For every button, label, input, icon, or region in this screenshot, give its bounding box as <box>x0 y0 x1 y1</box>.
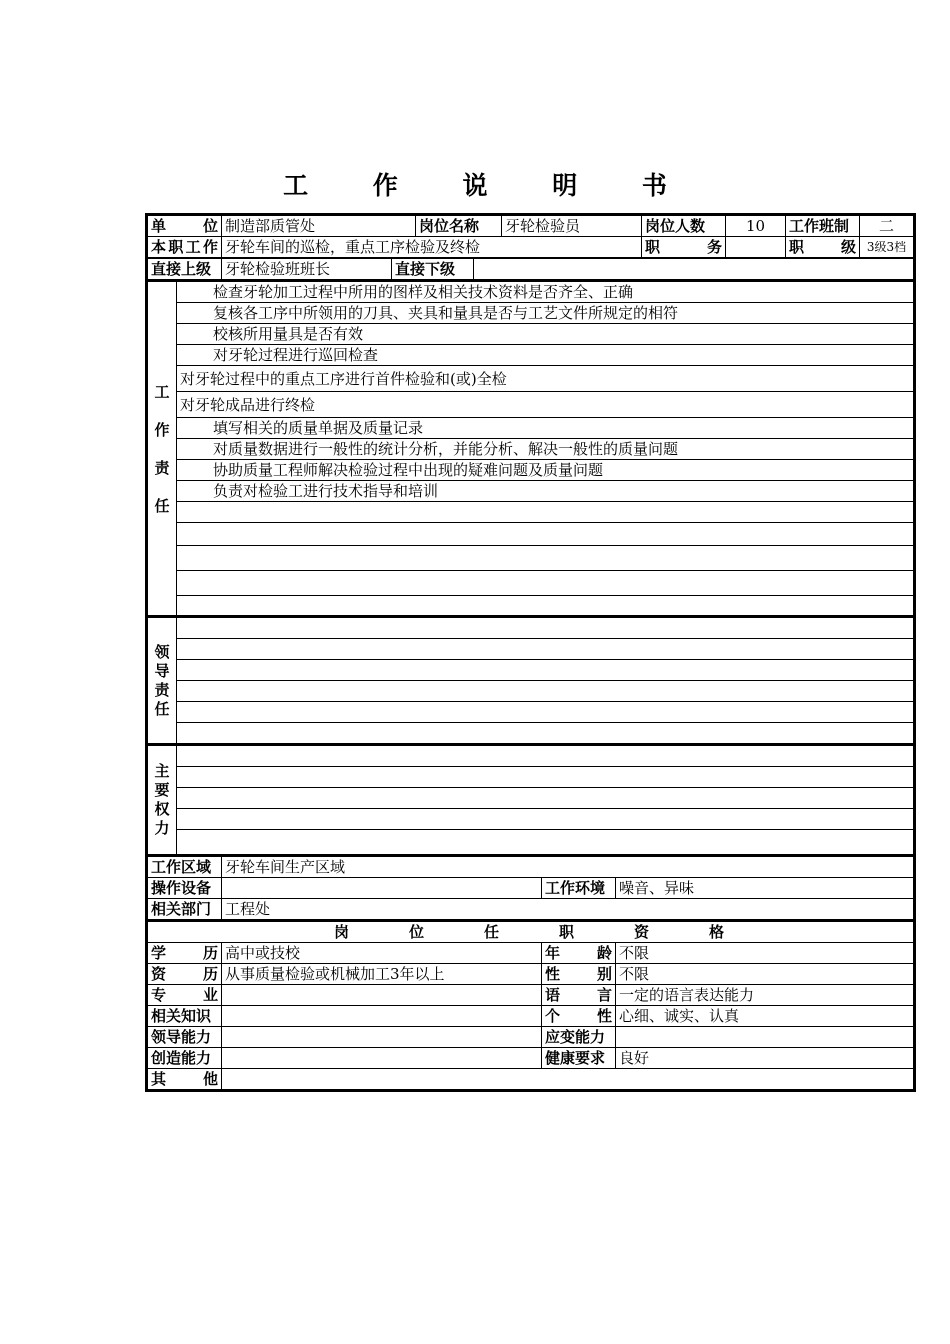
education-label: 学 历 <box>148 943 222 964</box>
subordinate-label: 直接下级 <box>392 259 474 280</box>
experience-label: 资 历 <box>148 964 222 985</box>
equipment-label: 操作设备 <box>148 878 222 899</box>
responsibility-item[interactable]: 检查牙轮加工过程中所用的图样及相关技术资料是否齐全、正确 <box>177 281 914 303</box>
grade-value[interactable]: 3级3档 <box>860 237 914 258</box>
work-environment-value[interactable]: 噪音、异味 <box>616 878 914 899</box>
related-dept-value[interactable]: 工程处 <box>222 899 914 920</box>
authority-blank-row[interactable] <box>177 809 914 830</box>
responsibility-item[interactable]: 复核各工序中所领用的刀具、夹具和量具是否与工艺文件所规定的相符 <box>177 303 914 324</box>
responsibility-blank-row[interactable] <box>177 523 914 546</box>
responsibility-item[interactable]: 对牙轮成品进行终检 <box>177 392 914 418</box>
responsibility-item[interactable]: 对牙轮过程进行巡回检查 <box>177 345 914 366</box>
main-work-value[interactable]: 牙轮车间的巡检，重点工序检验及终检 <box>222 237 642 258</box>
grade-label: 职 级 <box>786 237 860 258</box>
unit-value[interactable]: 制造部质管处 <box>222 216 416 237</box>
position-name-value[interactable]: 牙轮检验员 <box>502 216 642 237</box>
leadership-blank-row[interactable] <box>177 702 914 723</box>
authority-blank-row[interactable] <box>177 745 914 767</box>
related-dept-label: 相关部门 <box>148 899 222 920</box>
subordinate-value[interactable] <box>474 259 914 280</box>
headcount-label: 岗位人数 <box>642 216 726 237</box>
adaptability-value[interactable] <box>616 1027 914 1048</box>
knowledge-value[interactable] <box>222 1006 542 1027</box>
age-value[interactable]: 不限 <box>616 943 914 964</box>
responsibility-item[interactable]: 对牙轮过程中的重点工序进行首件检验和(或)全检 <box>177 366 914 392</box>
responsibilities-table <box>147 280 914 616</box>
creativity-label: 创造能力 <box>148 1048 222 1069</box>
work-area-label: 工作区域 <box>148 856 222 878</box>
authority-blank-row[interactable] <box>177 788 914 809</box>
gender-label: 性 别 <box>542 964 616 985</box>
leadership-blank-row[interactable] <box>177 681 914 702</box>
shift-value[interactable]: 二 <box>860 216 914 237</box>
knowledge-label: 相关知识 <box>148 1006 222 1027</box>
duty-value[interactable] <box>726 237 786 258</box>
work-environment-label: 工作环境 <box>542 878 616 899</box>
reporting-table <box>147 258 914 280</box>
leadership-blank-row[interactable] <box>177 617 914 639</box>
authority-side-label: 主 要 权 力 <box>148 745 177 855</box>
document-title: 工 作 说 明 书 <box>283 171 695 200</box>
duty-label: 职 务 <box>642 237 726 258</box>
major-value[interactable] <box>222 985 542 1006</box>
equipment-value[interactable] <box>222 878 542 899</box>
authority-blank-row[interactable] <box>177 767 914 788</box>
leadership-blank-row[interactable] <box>177 639 914 660</box>
unit-label: 单 位 <box>148 216 222 237</box>
responsibility-item[interactable]: 校核所用量具是否有效 <box>177 324 914 345</box>
superior-label: 直接上级 <box>148 259 222 280</box>
health-value[interactable]: 良好 <box>616 1048 914 1069</box>
responsibility-blank-row[interactable] <box>177 596 914 616</box>
other-value[interactable] <box>222 1069 914 1090</box>
responsibility-blank-row[interactable] <box>177 502 914 523</box>
language-value[interactable]: 一定的语言表达能力 <box>616 985 914 1006</box>
personality-value[interactable]: 心细、诚实、认真 <box>616 1006 914 1027</box>
leadership-blank-row[interactable] <box>177 660 914 681</box>
responsibility-item[interactable]: 协助质量工程师解决检验过程中出现的疑难问题及质量问题 <box>177 460 914 481</box>
leadership-blank-row[interactable] <box>177 723 914 744</box>
responsibility-item[interactable]: 对质量数据进行一般性的统计分析，并能分析、解决一般性的质量问题 <box>177 439 914 460</box>
environment-table <box>147 855 914 920</box>
headcount-value[interactable]: 10 <box>726 216 786 237</box>
responsibility-blank-row[interactable] <box>177 546 914 571</box>
shift-label: 工作班制 <box>786 216 860 237</box>
responsibility-item[interactable]: 填写相关的质量单据及质量记录 <box>177 418 914 439</box>
job-description-form <box>145 213 916 1092</box>
responsibilities-side-label: 工 作 责 任 <box>148 281 177 616</box>
superior-value[interactable]: 牙轮检验班班长 <box>222 259 392 280</box>
leadership-side-label: 领 导 责 任 <box>148 617 177 744</box>
leadership-ability-value[interactable] <box>222 1027 542 1048</box>
leadership-ability-label: 领导能力 <box>148 1027 222 1048</box>
header-table <box>147 215 914 258</box>
qualifications-heading: 岗位任职资格 <box>148 921 914 943</box>
authority-blank-row[interactable] <box>177 830 914 855</box>
responsibility-blank-row[interactable] <box>177 571 914 596</box>
adaptability-label: 应变能力 <box>542 1027 616 1048</box>
personality-label: 个 性 <box>542 1006 616 1027</box>
health-label: 健康要求 <box>542 1048 616 1069</box>
major-label: 专 业 <box>148 985 222 1006</box>
creativity-value[interactable] <box>222 1048 542 1069</box>
gender-value[interactable]: 不限 <box>616 964 914 985</box>
language-label: 语 言 <box>542 985 616 1006</box>
responsibility-item[interactable]: 负责对检验工进行技术指导和培训 <box>177 481 914 502</box>
position-name-label: 岗位名称 <box>416 216 502 237</box>
leadership-table <box>147 616 914 744</box>
experience-value[interactable]: 从事质量检验或机械加工3年以上 <box>222 964 542 985</box>
education-value[interactable]: 高中或技校 <box>222 943 542 964</box>
work-area-value[interactable]: 牙轮车间生产区域 <box>222 856 914 878</box>
authority-table <box>147 744 914 855</box>
main-work-label: 本职工作 <box>148 237 222 258</box>
qualifications-table <box>147 920 914 1090</box>
other-label: 其 他 <box>148 1069 222 1090</box>
age-label: 年 龄 <box>542 943 616 964</box>
